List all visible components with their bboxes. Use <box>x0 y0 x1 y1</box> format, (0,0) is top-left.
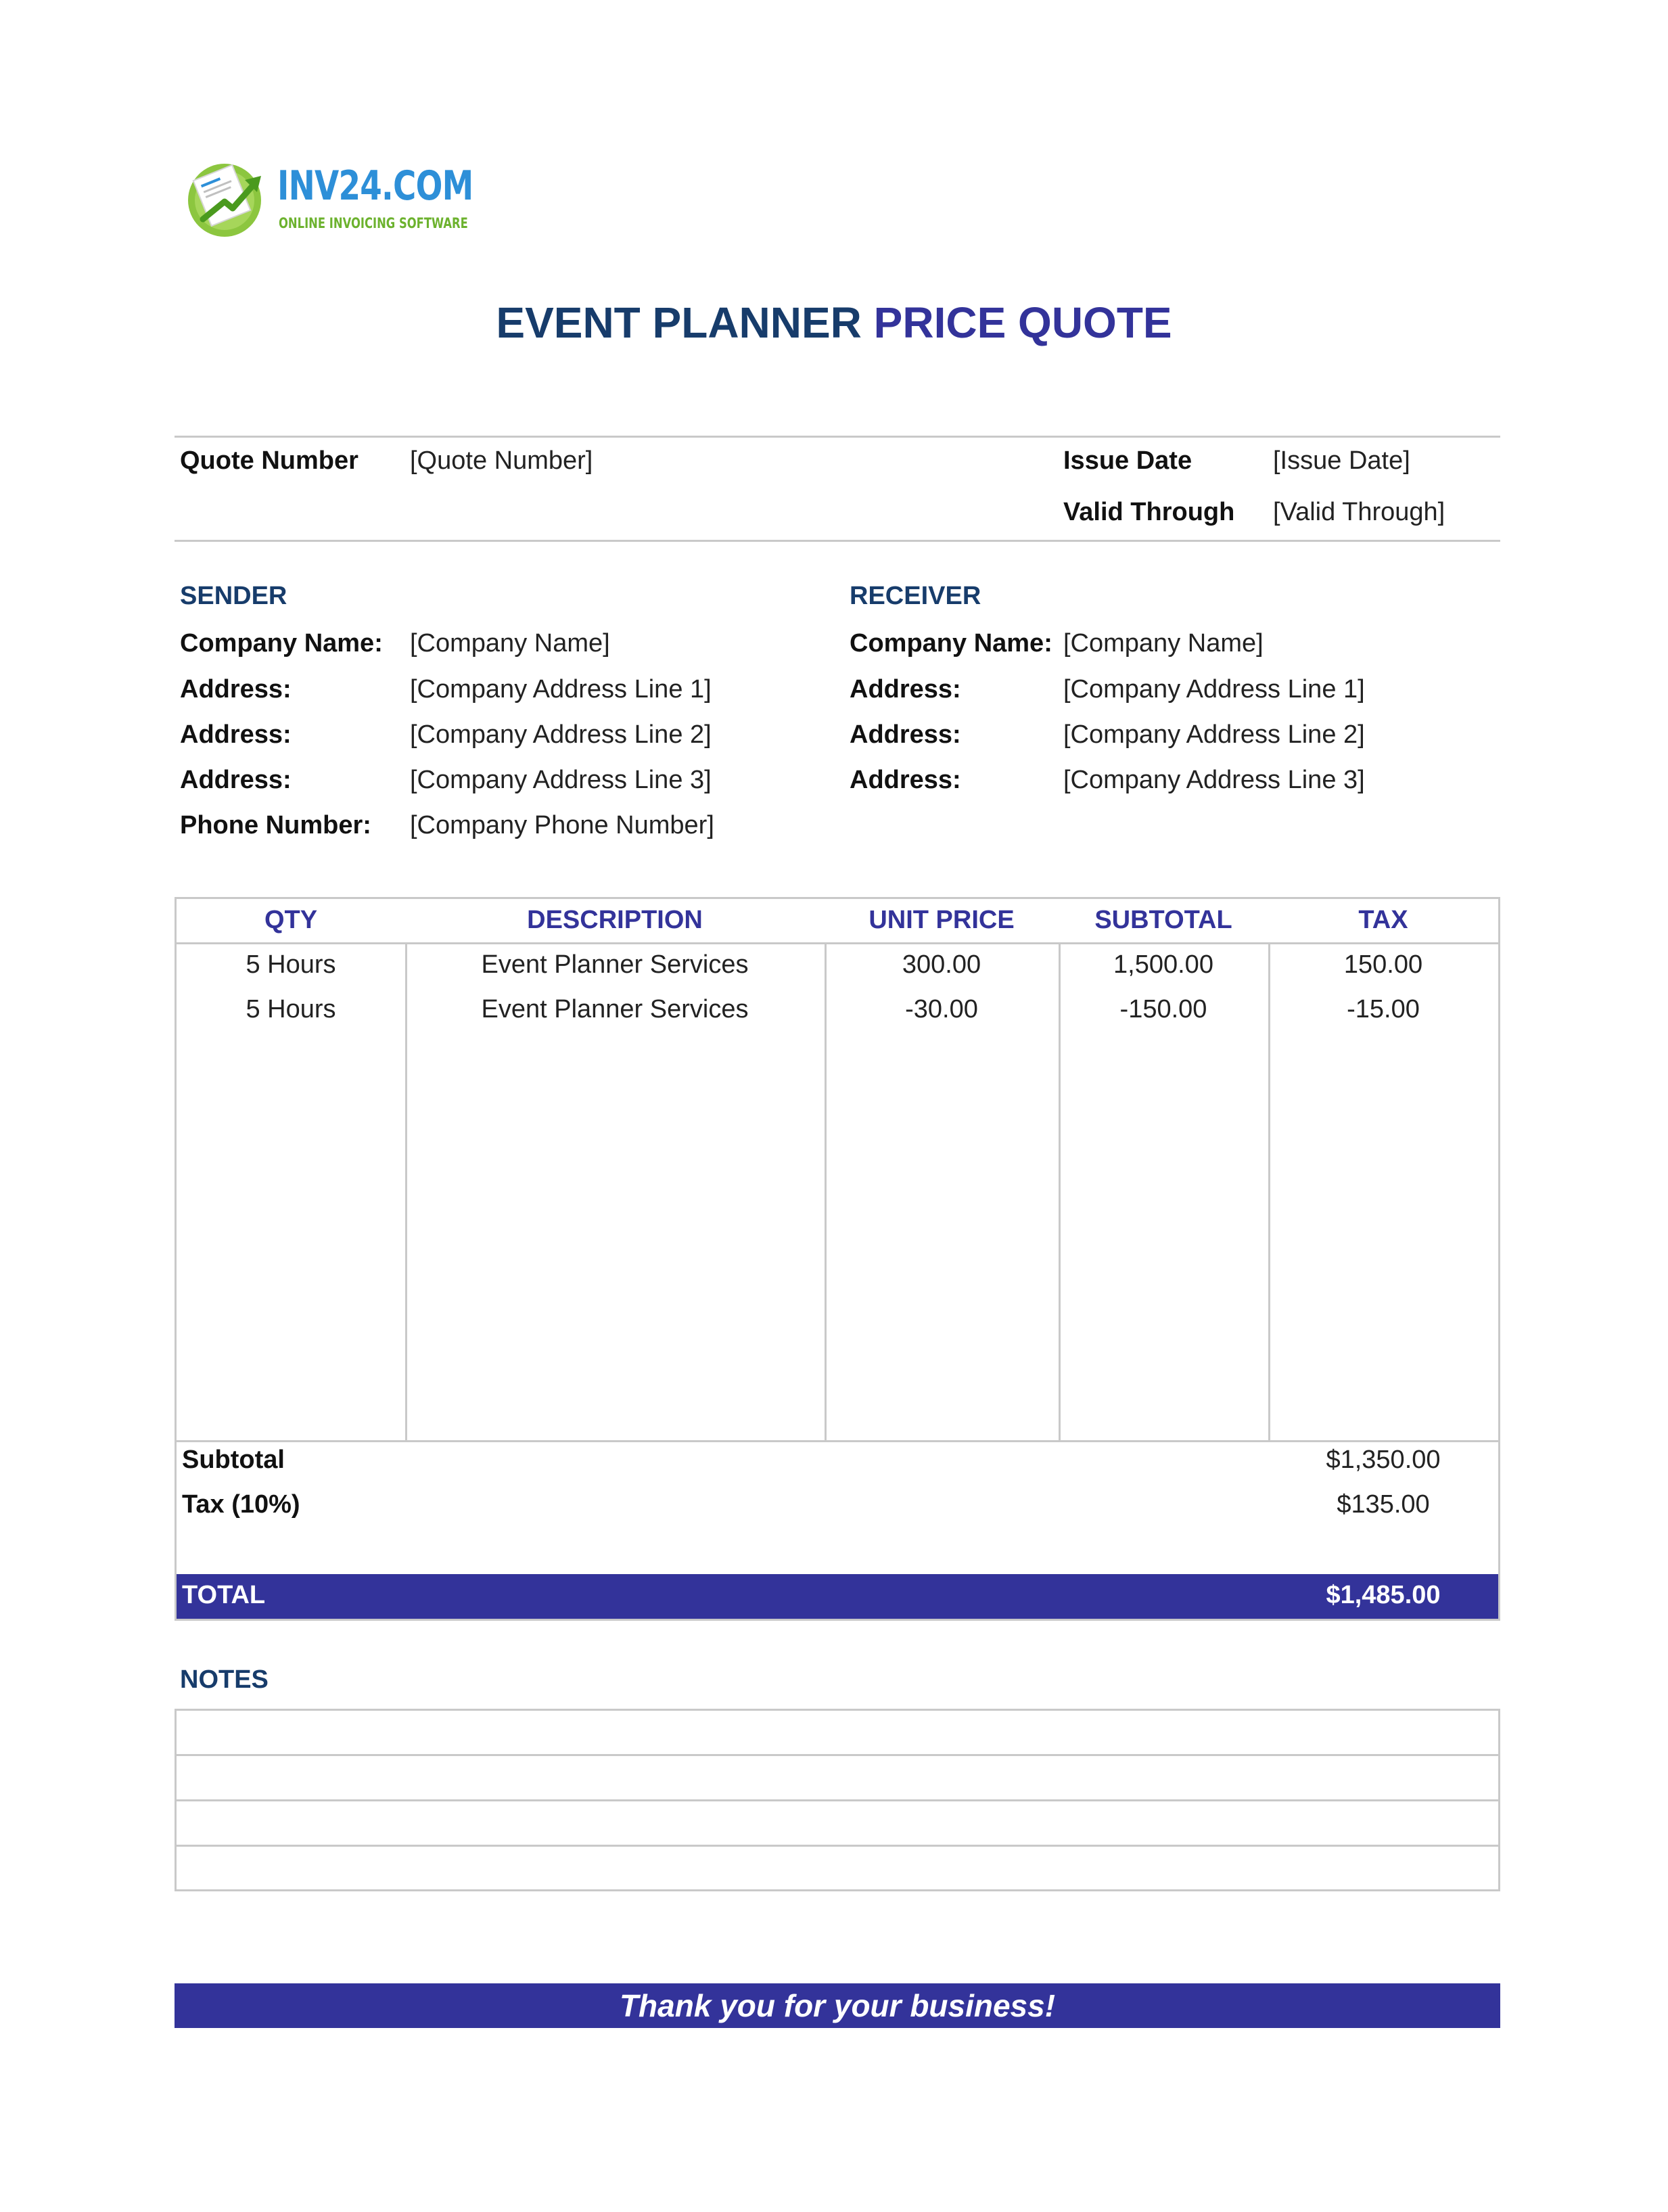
quote-number-label: Quote Number <box>180 446 358 475</box>
valid-through-value: [Valid Through] <box>1273 498 1445 526</box>
title-part-1: EVENT PLANNER <box>496 298 862 347</box>
receiver-address-1-label: Address: <box>850 675 961 704</box>
receiver-address-2-label: Address: <box>850 720 961 749</box>
receiver-address-3-label: Address: <box>850 766 961 794</box>
valid-through-label: Valid Through <box>1063 498 1235 526</box>
column-header-subtotal: SUBTOTAL <box>1094 906 1232 934</box>
row-1-qty: 5 Hours <box>246 950 336 979</box>
title-part-2: PRICE QUOTE <box>873 298 1172 347</box>
meta-bottom-rule <box>175 540 1500 542</box>
column-header-unit-price: UNIT PRICE <box>868 906 1015 934</box>
row-2-tax: -15.00 <box>1347 995 1420 1023</box>
document-growth-arrow-icon <box>183 154 271 242</box>
receiver-address-1-value: [Company Address Line 1] <box>1063 675 1365 704</box>
line-items-table <box>175 897 1500 1621</box>
meta-top-rule <box>175 436 1500 438</box>
row-1-tax: 150.00 <box>1343 950 1423 979</box>
row-1-unit-price: 300.00 <box>902 950 981 979</box>
total-value: $1,485.00 <box>1326 1581 1441 1609</box>
issue-date-label: Issue Date <box>1063 446 1192 475</box>
logo-name: INV24.COM <box>277 162 473 210</box>
notes-box <box>175 1709 1500 1891</box>
sender-address-2-value: [Company Address Line 2] <box>410 720 712 749</box>
sender-heading: SENDER <box>180 582 287 610</box>
subtotal-label: Subtotal <box>182 1446 285 1474</box>
sender-address-3-value: [Company Address Line 3] <box>410 766 712 794</box>
sender-phone-label: Phone Number: <box>180 811 371 839</box>
receiver-address-3-value: [Company Address Line 3] <box>1063 766 1365 794</box>
receiver-company-label: Company Name: <box>850 629 1052 658</box>
column-header-qty: QTY <box>264 906 318 934</box>
issue-date-value: [Issue Date] <box>1273 446 1410 475</box>
row-1-subtotal: 1,500.00 <box>1113 950 1213 979</box>
sender-phone-value: [Company Phone Number] <box>410 811 714 839</box>
row-2-unit-price: -30.00 <box>905 995 978 1023</box>
receiver-heading: RECEIVER <box>850 582 981 610</box>
sender-address-2-label: Address: <box>180 720 292 749</box>
totals-divider <box>177 1440 1498 1442</box>
notes-line <box>177 1799 1498 1801</box>
sender-address-1-label: Address: <box>180 675 292 704</box>
sender-address-3-label: Address: <box>180 766 292 794</box>
total-bar <box>177 1574 1498 1619</box>
subtotal-value: $1,350.00 <box>1326 1446 1441 1474</box>
receiver-address-2-value: [Company Address Line 2] <box>1063 720 1365 749</box>
tax-value: $135.00 <box>1337 1490 1430 1519</box>
receiver-company-value: [Company Name] <box>1063 629 1264 658</box>
thank-you-banner: Thank you for your business! <box>175 1983 1500 2028</box>
total-label: TOTAL <box>182 1581 266 1609</box>
column-header-description: DESCRIPTION <box>527 906 703 934</box>
column-header-tax: TAX <box>1358 906 1408 934</box>
sender-address-1-value: [Company Address Line 1] <box>410 675 712 704</box>
row-2-description: Event Planner Services <box>481 995 749 1023</box>
logo-tagline: ONLINE INVOICING SOFTWARE <box>279 215 468 231</box>
notes-heading: NOTES <box>180 1665 269 1694</box>
page-title <box>0 298 1668 348</box>
header-divider <box>177 942 1498 944</box>
row-1-description: Event Planner Services <box>481 950 749 979</box>
quote-number-value: [Quote Number] <box>410 446 593 475</box>
tax-label: Tax (10%) <box>182 1490 300 1519</box>
sender-company-label: Company Name: <box>180 629 383 658</box>
company-logo <box>183 154 473 242</box>
notes-line <box>177 1845 1498 1847</box>
notes-line <box>177 1754 1498 1756</box>
row-2-qty: 5 Hours <box>246 995 336 1023</box>
row-2-subtotal: -150.00 <box>1119 995 1207 1023</box>
sender-company-value: [Company Name] <box>410 629 610 658</box>
